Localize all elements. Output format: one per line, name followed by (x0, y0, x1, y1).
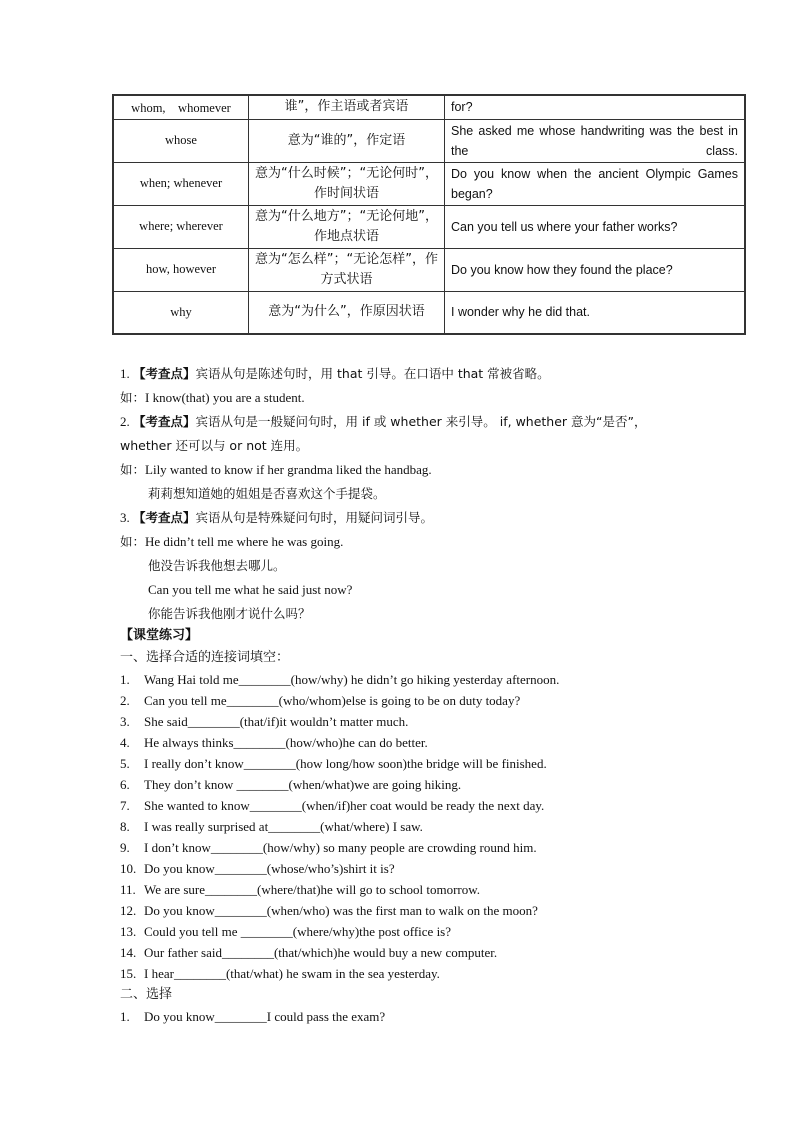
grammar-notes (120, 362, 760, 626)
example-translation: 莉莉想知道她的姐姐是否喜欢这个手提袋。 (148, 486, 386, 501)
exercise-item (120, 732, 760, 753)
item-text: Could you tell me ________(where/why)the post office is? (144, 924, 452, 939)
exercise-item (120, 795, 760, 816)
table-cell-example: Can you tell us where your father works? (445, 205, 746, 248)
exercise-item (120, 753, 760, 774)
question-number: 1. (120, 1009, 130, 1024)
item-text: I was really surprised at________(what/where) I saw. (144, 819, 423, 834)
table-cell-word: why (113, 291, 249, 334)
exercise-item (120, 711, 760, 732)
exercise-item (120, 942, 760, 963)
note-tag: 【考查点】 (133, 510, 196, 525)
item-text: Do you know________(whose/who’s)shirt it is? (144, 861, 395, 876)
pronoun-table (112, 94, 746, 335)
table-cell-example: for? (445, 95, 746, 119)
example-label: 如： (120, 390, 146, 405)
note-point-1 (120, 362, 760, 386)
item-number: 15. (120, 966, 137, 981)
item-number: 2. (120, 693, 130, 708)
table-cell-meaning: 意为“谁的”，作定语 (249, 119, 445, 162)
item-number: 8. (120, 819, 130, 834)
item-text: She said________(that/if)it wouldn’t matter much. (144, 714, 409, 729)
table-row (113, 95, 745, 119)
item-number: 11. (120, 882, 136, 897)
example-label: 如： (120, 462, 146, 477)
item-text: Wang Hai told me________(how/why) he didn’t go hiking yesterday afternoon. (144, 672, 560, 687)
exercise-question (120, 1006, 760, 1027)
item-text: Our father said________(that/which)he would buy a new computer. (144, 945, 498, 960)
note-example (120, 386, 760, 410)
item-text: She wanted to know________(when/if)her coat would be ready the next day. (144, 798, 545, 813)
table-row (113, 291, 745, 334)
table-cell-meaning: 谁”，作主语或者宾语 (249, 95, 445, 119)
exercise-item (120, 669, 760, 690)
note-example (120, 458, 760, 482)
exercise-item (120, 900, 760, 921)
exercise-item (120, 963, 760, 984)
item-number: 9. (120, 840, 130, 855)
table-cell-meaning: 意为“怎么样”；“无论怎样”，作方式状语 (249, 248, 445, 291)
item-number: 10. (120, 861, 137, 876)
note-number: 1. (120, 366, 130, 381)
example-text: He didn’t tell me where he was going. (145, 534, 344, 549)
table-cell-example: I wonder why he did that. (445, 291, 746, 334)
example-translation: 你能告诉我他刚才说什么吗？ (148, 606, 311, 621)
note-number: 3. (120, 510, 130, 525)
item-number: 1. (120, 672, 130, 687)
note-text-continued: whether 还可以与 or not 连用。 (120, 438, 309, 453)
table-row (113, 205, 745, 248)
table-cell-example: Do you know when the ancient Olympic Games began? (445, 162, 746, 205)
table-cell-example: She asked me whose handwriting was the best in the class. (445, 119, 746, 162)
table-cell-word: where; wherever (113, 205, 249, 248)
item-text: Do you know________(when/who) was the first man to walk on the moon? (144, 903, 538, 918)
note-text: 宾语从句是特殊疑问句时，用疑问词引导。 (195, 510, 434, 525)
exercise-item (120, 837, 760, 858)
table-cell-meaning: 意为“什么地方”；“无论何地”，作地点状语 (249, 205, 445, 248)
item-text: I don’t know________(how/why) so many people are crowding round him. (144, 840, 537, 855)
item-number: 6. (120, 777, 130, 792)
note-text: 宾语从句是一般疑问句时，用 if 或 whether 来引导。 if, whether 意为“是否”， (195, 414, 647, 429)
item-number: 4. (120, 735, 130, 750)
note-text: 宾语从句是陈述句时，用 that 引导。在口语中 that 常被省略。 (195, 366, 550, 381)
example-label: 如： (120, 534, 146, 549)
item-number: 5. (120, 756, 130, 771)
note-tag: 【考查点】 (133, 366, 196, 381)
item-text: Can you tell me________(who/whom)else is going to be on duty today? (144, 693, 521, 708)
item-number: 12. (120, 903, 137, 918)
exercise-item (120, 858, 760, 879)
exercise-item (120, 774, 760, 795)
item-number: 7. (120, 798, 130, 813)
exercise-item (120, 690, 760, 711)
example-text: Can you tell me what he said just now? (148, 582, 353, 597)
item-number: 14. (120, 945, 137, 960)
item-number: 3. (120, 714, 130, 729)
item-text: He always thinks________(how/who)he can do better. (144, 735, 428, 750)
table-cell-example: Do you know how they found the place? (445, 248, 746, 291)
note-point-2 (120, 410, 760, 434)
exercise-item (120, 921, 760, 942)
exercise-item (120, 816, 760, 837)
question-text: Do you know________I could pass the exam? (144, 1009, 386, 1024)
exercise-item (120, 879, 760, 900)
example-text: I know(that) you are a student. (145, 390, 305, 405)
table-cell-word: how, however (113, 248, 249, 291)
exercise-section (120, 625, 760, 1027)
item-number: 13. (120, 924, 137, 939)
note-tag: 【考查点】 (133, 414, 196, 429)
table-row (113, 162, 745, 205)
item-text: They don’t know ________(when/what)we are going hiking. (144, 777, 462, 792)
table-cell-meaning: 意为“为什么”，作原因状语 (249, 291, 445, 334)
exercise-section-1-title: 一、选择合适的连接词填空： (120, 650, 290, 665)
item-text: I hear________(that/what) he swam in the sea yesterday. (144, 966, 440, 981)
table-cell-word: whose (113, 119, 249, 162)
table-row (113, 119, 745, 162)
note-example (120, 530, 760, 554)
item-text: I really don’t know________(how long/how soon)the bridge will be finished. (144, 756, 547, 771)
table-cell-meaning: 意为“什么时候”；“无论何时”，作时间状语 (249, 162, 445, 205)
exercise-section-2-title: 二、选择 (120, 987, 173, 1002)
example-text: Lily wanted to know if her grandma liked the handbag. (145, 462, 432, 477)
exercise-list (120, 669, 760, 984)
note-point-3 (120, 506, 760, 530)
exercise-title: 【课堂练习】 (120, 628, 199, 643)
note-number: 2. (120, 414, 130, 429)
example-translation: 他没告诉我他想去哪儿。 (148, 558, 286, 573)
table-cell-word: whom, whomever (113, 95, 249, 119)
table-row (113, 248, 745, 291)
table-cell-word: when; whenever (113, 162, 249, 205)
item-text: We are sure________(where/that)he will go to school tomorrow. (144, 882, 481, 897)
